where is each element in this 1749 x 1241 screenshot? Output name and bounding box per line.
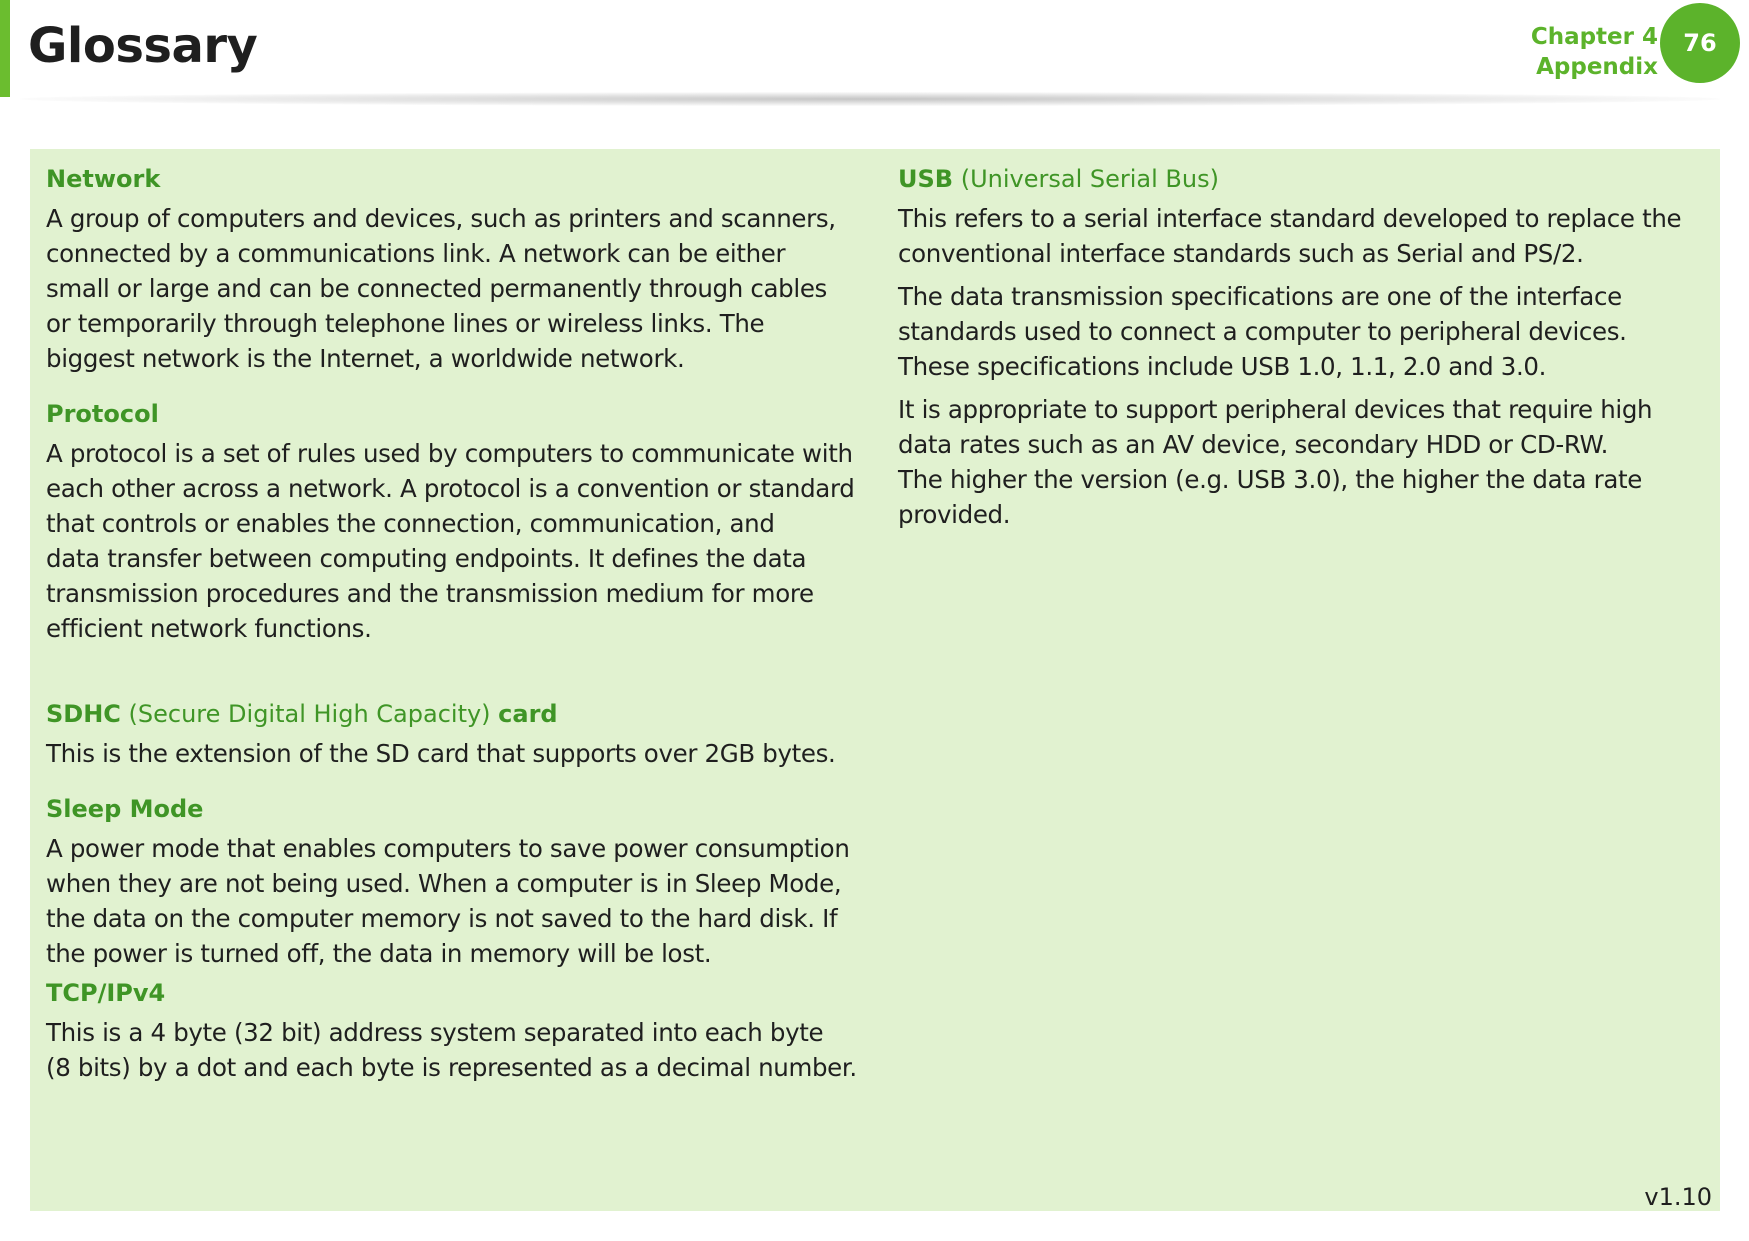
term-heading: Sleep Mode [46, 795, 204, 823]
term-heading [46, 696, 866, 732]
chapter-label: Chapter 4 [1530, 24, 1658, 50]
page-number-badge [1660, 3, 1740, 83]
term-definition-paragraph: This refers to a serial interface standard developed to replace the conventional interface standards such as Serial and PS/2. [898, 204, 1682, 268]
glossary-entry-sdhc [46, 696, 866, 771]
term-suffix: card [498, 700, 558, 728]
term-definition: A power mode that enables computers to save power consumption when they are not being used. When a computer is in Sleep Mode, the data on the computer memory is not saved to the hard disk. If the power is turned off, the data in memory will be lost. [46, 834, 850, 968]
version-label: v1.10 [1644, 1183, 1712, 1211]
term-heading: TCP/IPv4 [46, 979, 166, 1007]
glossary-entry-protocol [46, 396, 866, 646]
term-heading [898, 161, 1708, 197]
glossary-entry-sleep-mode [46, 791, 866, 971]
term-definition-paragraph: It is appropriate to support peripheral devices that require high data rates such as an AV device, secondary HDD or CD-RW. The higher the version (e.g. USB 3.0), the higher the data rate provided. [898, 395, 1653, 529]
term-expansion: (Secure Digital High Capacity) [120, 700, 499, 728]
chapter-info [1531, 22, 1658, 82]
spacer [46, 666, 866, 696]
term-heading: Network [46, 165, 161, 193]
term-definition: This is a 4 byte (32 bit) address system separated into each byte (8 bits) by a dot and each byte is represented as a decimal number. [46, 1018, 857, 1082]
glossary-entry-usb [898, 161, 1708, 532]
term-definition: A protocol is a set of rules used by computers to communicate with each other across a network. A protocol is a convention or standard that controls or enables the connection, communication, and data transfer between computing endpoints. It defines the data transmission procedures and the transmission medium for more efficient network functions. [46, 439, 855, 643]
header-accent-bar [0, 0, 10, 97]
left-column [46, 161, 866, 1105]
glossary-entry-tcp-ipv4 [46, 975, 866, 1085]
right-column [898, 161, 1708, 552]
glossary-panel [30, 149, 1720, 1211]
page-title: Glossary [28, 18, 258, 74]
section-label: Appendix [1536, 54, 1658, 80]
page-number: 76 [1683, 29, 1717, 57]
header-divider [20, 92, 1720, 106]
term-expansion: (Universal Serial Bus) [953, 165, 1219, 193]
term-definition: A group of computers and devices, such as printers and scanners, connected by a communications link. A network can be either small or large and can be connected permanently through cables or temporarily through telephone lines or wireless links. The biggest network is the Internet, a worldwide network. [46, 204, 836, 373]
term-abbreviation: USB [898, 165, 954, 193]
term-heading: Protocol [46, 400, 159, 428]
term-abbreviation: SDHC [46, 700, 121, 728]
term-definition: This is the extension of the SD card that supports over 2GB bytes. [46, 739, 836, 768]
glossary-entry-network [46, 161, 866, 376]
term-definition-paragraph: The data transmission specifications are one of the interface standards used to connect a computer to peripheral devices. These specifications include USB 1.0, 1.1, 2.0 and 3.0. [898, 282, 1627, 381]
